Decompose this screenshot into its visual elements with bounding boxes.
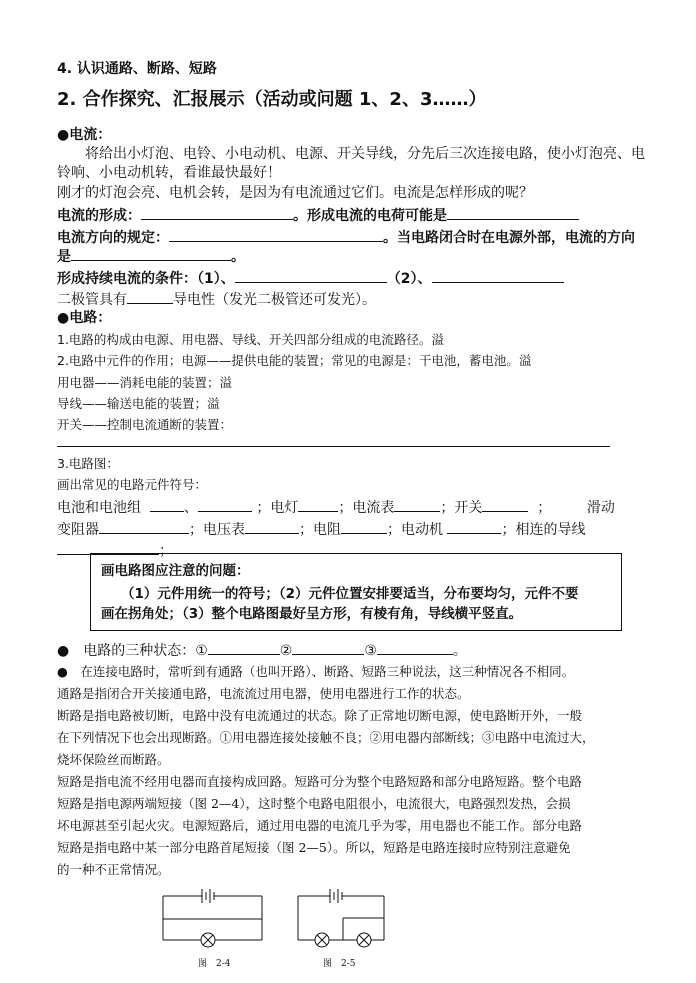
symbols-line-1: 电池和电池组 、 ；电灯 ；电流表 ；开关 ； 滑动 [57,497,615,517]
notice-title: 画电路图应注意的问题： [101,563,250,579]
voltmeter-blank[interactable] [245,519,299,534]
current-direction-line: 电流方向的规定： 。当电路闭合时在电源外部，电流的方向 [57,227,635,247]
ammeter-blank[interactable] [394,497,440,512]
note-line: 短路是指电流不经用电器而直接构成回路。短路可分为整个电路短路和部分电路短路。整个电路 [57,774,583,789]
circuit-line-1: 1.电路的构成由电源、用电器、导线、开关四部分组成的电流路径。溢 [57,332,444,347]
current-para-1a: 将给出小灯泡、电铃、小电动机、电源、开关导线，分先后三次连接电路，使小灯泡亮、电 [85,146,645,162]
figure-caption-2-4: 图 2-4 [198,959,231,969]
note-line: ● 在连接电路时，常听到有通路（也叫开路）、断路、短路三种说法，这三种情况各不相同。 [57,664,575,679]
note-line: 短路是指电路中某一部分电路首尾短接（图 2—5）。所以，短路是电路连接时应特别注意避免 [57,840,571,855]
state-3-blank[interactable] [377,640,453,655]
direction-blank-2[interactable] [71,246,231,261]
note-line: 通路是指闭合开关接通电路，电流流过用电器，使用电器进行工作的状态。 [57,686,470,701]
current-direction-line-2: 是 。 [57,246,245,266]
section-2-title: 2. 合作探究、汇报展示（活动或问题 1、2、3……） [57,89,487,110]
battery-blank[interactable] [150,497,184,512]
symbols-line-3: ； [57,540,173,560]
circuit-line-3: 用电器——消耗电能的装置；溢 [57,375,233,390]
diode-line: 二极管具有 导电性（发光二极管还可发光）。 [57,289,376,309]
note-line: 在下列情况下也会出现断路。①用电器连接处接触不良；②用电器内部断线；③电路中电流过大， [57,730,595,745]
section-4-title: 4. 认识通路、断路、短路 [57,61,217,77]
lamp-blank[interactable] [298,497,338,512]
note-line: 短路是指电源两端短接（图 2—4），这时整个电路电阻很小，电流很大，电路强烈发热，会损 [57,796,571,811]
circuit-line-5: 开关——控制电流通断的装置： [57,417,233,432]
motor-blank[interactable] [447,519,501,534]
circuit-figure-2-5 [294,884,390,950]
current-heading: ●电流： [57,127,112,143]
resistor-blank[interactable] [341,519,387,534]
current-para-1b: 铃响、小电动机转，看谁最快最好！ [57,165,281,181]
symbols-line-2: 变阻器 ；电压表 ；电阻 ；电动机 ；相连的导线 [57,519,585,539]
formation-blank[interactable] [141,205,293,220]
circuit-heading: ●电路： [57,310,112,326]
state-2-blank[interactable] [292,640,364,655]
switch-blank[interactable] [482,497,528,512]
circuit-line-2: 2.电路中元件的作用；电源——提供电能的装置；常见的电源是：干电池，蓄电池。溢 [57,353,532,368]
notice-line-1: （1）元件用统一的符号；（2）元件位置安排要适当，分布要均匀，元件不要 [121,586,579,602]
charge-blank[interactable] [447,205,579,220]
current-para-2: 刚才的灯泡会亮、电机会转，是因为有电流通过它们。电流是怎样形成的呢？ [57,185,533,201]
figure-caption-2-5: 图 2-5 [323,959,356,969]
diode-blank[interactable] [127,289,173,304]
diagram-title: 3.电路图： [57,456,119,471]
answer-rule [57,446,610,447]
battery-group-blank[interactable] [198,497,252,512]
current-condition-line: 形成持续电流的条件：（1）、 （2）、 [57,268,564,288]
circuit-line-4: 导线——输送电能的装置；溢 [57,396,220,411]
notice-line-2: 画在拐角处；（3）整个电路图最好呈方形，有棱有角，导线横平竖直。 [101,606,523,622]
state-1-blank[interactable] [208,640,280,655]
note-line: 烧坏保险丝而断路。 [57,752,170,767]
rheostat-blank[interactable] [99,519,189,534]
current-formation-line: 电流的形成： 。形成电流的电荷可能是 [57,205,579,225]
condition-1-blank[interactable] [235,268,387,283]
note-line: 坏电源甚至引起火灾。电源短路后，通过用电器的电流几乎为零，用电器也不能工作。部分电路 [57,818,583,833]
states-line: ● 电路的三种状态：① ② ③ 。 [57,640,467,660]
condition-2-blank[interactable] [432,268,564,283]
notice-box [90,553,622,631]
circuit-figure-2-4 [158,884,270,950]
direction-blank[interactable] [169,227,383,242]
diagram-prompt: 画出常见的电路元件符号： [57,477,208,492]
note-line: 的一种不正常情况。 [57,862,170,877]
note-line: 断路是指电路被切断，电路中没有电流通过的状态。除了正常地切断电源，使电路断开外，一般 [57,708,583,723]
